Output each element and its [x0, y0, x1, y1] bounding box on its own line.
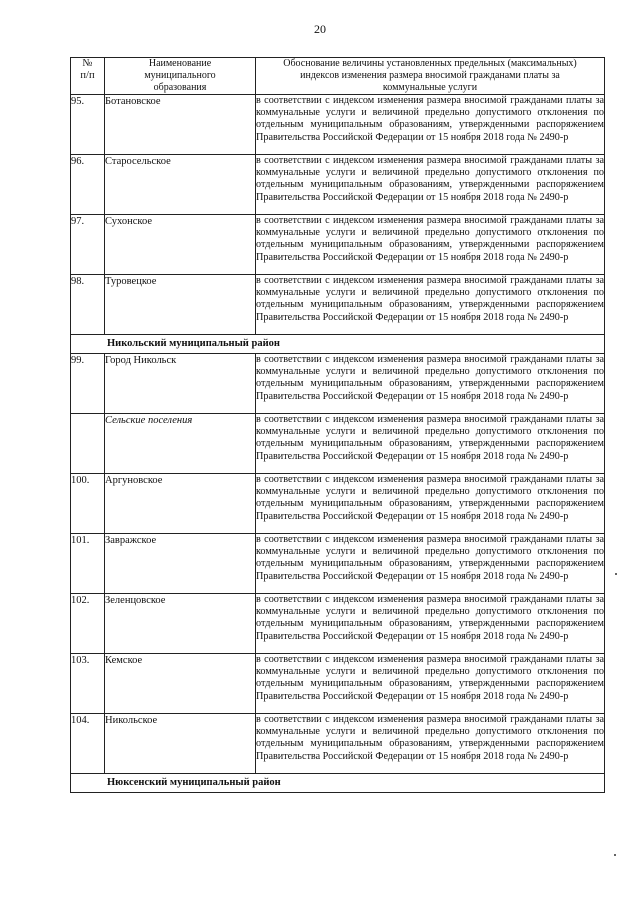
municipality-name: Ботановское	[105, 95, 256, 155]
municipality-name: Сельские поселения	[105, 414, 256, 474]
basis-text: в соответствии с индексом изменения размера вносимой гражданами платы за коммунальные услуги и величиной предельно допустимого отклонения по отдельным муниципальным образованиям, утвержденными распоряжением Правительства Российской Федерации от 15 ноября 2018 года № 2490-р	[256, 714, 605, 774]
tariff-basis-table	[70, 57, 605, 793]
table-row	[71, 654, 605, 714]
basis-text: в соответствии с индексом изменения размера вносимой гражданами платы за коммунальные услуги и величиной предельно допустимого отклонения по отдельным муниципальным образованиям, утвержденными распоряжением Правительства Российской Федерации от 15 ноября 2018 года № 2490-р	[256, 414, 605, 474]
row-number: 99.	[71, 354, 105, 414]
row-number: 104.	[71, 714, 105, 774]
table-body	[71, 95, 605, 793]
table-row	[71, 594, 605, 654]
table-row	[71, 275, 605, 335]
section-label: Никольский муниципальный район	[71, 335, 605, 354]
municipality-name: Кемское	[105, 654, 256, 714]
row-number: 96.	[71, 155, 105, 215]
municipality-name: Никольское	[105, 714, 256, 774]
basis-text: в соответствии с индексом изменения размера вносимой гражданами платы за коммунальные услуги и величиной предельно допустимого отклонения по отдельным муниципальным образованиям, утвержденными распоряжением Правительства Российской Федерации от 15 ноября 2018 года № 2490-р	[256, 594, 605, 654]
row-number: 101.	[71, 534, 105, 594]
header-number-text: № п/п	[80, 58, 95, 81]
basis-text: в соответствии с индексом изменения размера вносимой гражданами платы за коммунальные услуги и величиной предельно допустимого отклонения по отдельным муниципальным образованиям, утвержденными распоряжением Правительства Российской Федерации от 15 ноября 2018 года № 2490-р	[256, 354, 605, 414]
table-header	[71, 58, 605, 95]
row-number: 97.	[71, 215, 105, 275]
municipality-name: Аргуновское	[105, 474, 256, 534]
table-row	[71, 414, 605, 474]
municipality-name: Старосельское	[105, 155, 256, 215]
basis-text: в соответствии с индексом изменения размера вносимой гражданами платы за коммунальные услуги и величиной предельно допустимого отклонения по отдельным муниципальным образованиям, утвержденными распоряжением Правительства Российской Федерации от 15 ноября 2018 года № 2490-р	[256, 534, 605, 594]
municipality-name: Туровецкое	[105, 275, 256, 335]
row-number: 100.	[71, 474, 105, 534]
header-name	[105, 58, 256, 95]
scan-speck	[615, 573, 617, 575]
municipality-name: Завражское	[105, 534, 256, 594]
municipality-name: Город Никольск	[105, 354, 256, 414]
header-basis	[256, 58, 605, 95]
row-number: 103.	[71, 654, 105, 714]
table-row	[71, 714, 605, 774]
table-row	[71, 474, 605, 534]
header-number	[71, 58, 105, 95]
basis-text: в соответствии с индексом изменения размера вносимой гражданами платы за коммунальные услуги и величиной предельно допустимого отклонения по отдельным муниципальным образованиям, утвержденными распоряжением Правительства Российской Федерации от 15 ноября 2018 года № 2490-р	[256, 95, 605, 155]
row-number: 98.	[71, 275, 105, 335]
basis-text: в соответствии с индексом изменения размера вносимой гражданами платы за коммунальные услуги и величиной предельно допустимого отклонения по отдельным муниципальным образованиям, утвержденными распоряжением Правительства Российской Федерации от 15 ноября 2018 года № 2490-р	[256, 155, 605, 215]
table-row	[71, 354, 605, 414]
basis-text: в соответствии с индексом изменения размера вносимой гражданами платы за коммунальные услуги и величиной предельно допустимого отклонения по отдельным муниципальным образованиям, утвержденными распоряжением Правительства Российской Федерации от 15 ноября 2018 года № 2490-р	[256, 215, 605, 275]
table-row	[71, 534, 605, 594]
row-number: 102.	[71, 594, 105, 654]
basis-text: в соответствии с индексом изменения размера вносимой гражданами платы за коммунальные услуги и величиной предельно допустимого отклонения по отдельным муниципальным образованиям, утвержденными распоряжением Правительства Российской Федерации от 15 ноября 2018 года № 2490-р	[256, 275, 605, 335]
row-number: 95.	[71, 95, 105, 155]
header-basis-text: Обоснование величины установленных предельных (максимальных) индексов изменения размера вносимой гражданами платы за коммунальные услуги	[283, 58, 577, 93]
table-row	[71, 215, 605, 275]
basis-text: в соответствии с индексом изменения размера вносимой гражданами платы за коммунальные услуги и величиной предельно допустимого отклонения по отдельным муниципальным образованиям, утвержденными распоряжением Правительства Российской Федерации от 15 ноября 2018 года № 2490-р	[256, 474, 605, 534]
section-row	[71, 774, 605, 793]
page-number: 20	[314, 22, 326, 36]
municipality-name: Сухонское	[105, 215, 256, 275]
municipality-name: Зеленцовское	[105, 594, 256, 654]
section-label: Нюксенский муниципальный район	[71, 774, 605, 793]
table-row	[71, 95, 605, 155]
basis-text: в соответствии с индексом изменения размера вносимой гражданами платы за коммунальные услуги и величиной предельно допустимого отклонения по отдельным муниципальным образованиям, утвержденными распоряжением Правительства Российской Федерации от 15 ноября 2018 года № 2490-р	[256, 654, 605, 714]
section-row	[71, 335, 605, 354]
header-name-text: Наименование муниципального образования	[144, 58, 216, 93]
table-row	[71, 155, 605, 215]
scan-speck	[614, 854, 616, 856]
row-number	[71, 414, 105, 474]
